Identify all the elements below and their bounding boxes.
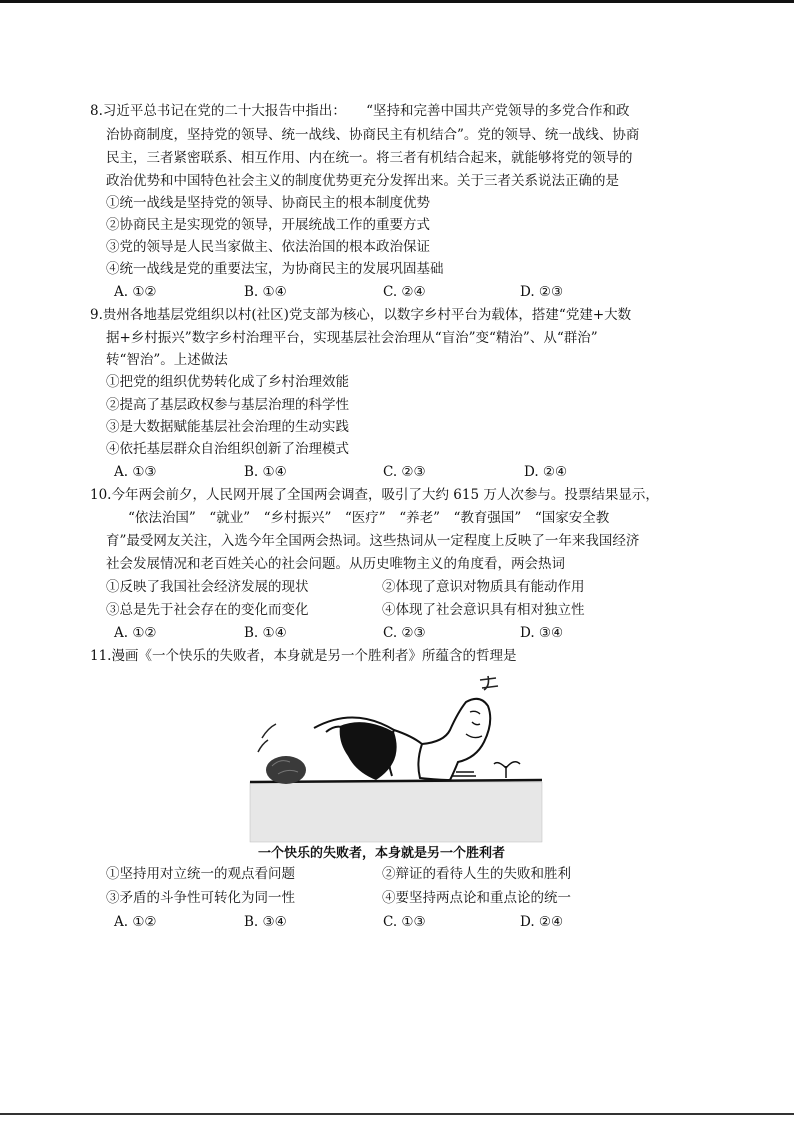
q10-choice-c: C. ②③: [383, 625, 426, 641]
q9-choice-c: C. ②③: [383, 464, 426, 480]
q8-item-4: ④统一战线是党的重要法宝，为协商民主的发展巩固基础: [106, 261, 444, 277]
q10-choice-a: A. ①②: [114, 625, 157, 641]
q8-choice-b: B. ①④: [244, 284, 287, 300]
q9-item-4: ④依托基层群众自治组织创新了治理模式: [106, 441, 349, 457]
q9-item-3: ③是大数据赋能基层社会治理的生动实践: [106, 419, 349, 435]
q9-item-1: ①把党的组织优势转化成了乡村治理效能: [106, 374, 349, 390]
q10-stem-line-1: 10.今年两会前夕，人民网开展了全国两会调查，吸引了大约 615 万人次参与。投票结果显示，: [90, 487, 659, 503]
q10-stem-line-2: “依法治国” “就业” “乡村振兴” “医疗” “养老” “教育强国” “国家安全教: [128, 510, 610, 526]
q10-item-1: ①反映了我国社会经济发展的现状: [106, 579, 309, 595]
top-border: [0, 0, 794, 3]
q10-item-4: ④体现了社会意识具有相对独立性: [382, 602, 585, 618]
q8-item-2: ②协商民主是实现党的领导，开展统战工作的重要方式: [106, 217, 430, 233]
q11-choice-a: A. ①②: [114, 914, 157, 930]
q9-stem-line-1: 9.贵州各地基层党组织以村(社区)党支部为核心，以数字乡村平台为载体，搭建“党建+大数: [90, 307, 632, 323]
q8-stem-line-1: 8.习近平总书记在党的二十大报告中指出： “坚持和完善中国共产党领导的多党合作和政: [90, 103, 630, 119]
q11-stem-line-1: 11.漫画《一个快乐的失败者，本身就是另一个胜利者》所蕴含的哲理是: [90, 648, 517, 664]
q8-stem-line-4: 政治优势和中国特色社会主义的制度优势更充分发挥出来。关于三者关系说法正确的是: [106, 173, 619, 189]
q8-choice-c: C. ②④: [383, 284, 426, 300]
q10-stem-line-3: 育”最受网友关注，入选今年全国两会热词。这些热词从一定程度上反映了一年来我国经济: [106, 533, 640, 549]
cartoon-happy-loser: [244, 672, 544, 862]
q8-choice-a: A. ①②: [114, 284, 157, 300]
q9-stem-line-3: 转“智治”。上述做法: [106, 352, 228, 368]
q10-item-3: ③总是先于社会存在的变化而变化: [106, 602, 309, 618]
q9-choice-b: B. ①④: [244, 464, 287, 480]
q8-item-3: ③党的领导是人民当家做主、依法治国的根本政治保证: [106, 239, 430, 255]
q8-choice-d: D. ②③: [520, 284, 564, 300]
q8-stem-line-3: 民主，三者紧密联系、相互作用、内在统一。将三者有机结合起来，就能够将党的领导的: [106, 150, 633, 166]
q11-item-1: ①坚持用对立统一的观点看问题: [106, 866, 295, 882]
q8-stem-line-2: 治协商制度，坚持党的领导、统一战线、协商民主有机结合”。党的领导、统一战线、协商: [106, 127, 640, 143]
q11-choice-d: D. ②④: [520, 914, 564, 930]
q11-item-3: ③矛盾的斗争性可转化为同一性: [106, 890, 295, 906]
q11-choice-b: B. ③④: [244, 914, 287, 930]
q9-choice-d: D. ②④: [524, 464, 568, 480]
q9-choice-a: A. ①③: [114, 464, 157, 480]
q9-item-2: ②提高了基层政权参与基层治理的科学性: [106, 397, 349, 413]
bottom-border: [0, 1113, 794, 1115]
q11-choice-c: C. ①③: [383, 914, 426, 930]
q11-item-4: ④要坚持两点论和重点论的统一: [382, 890, 571, 906]
q10-choice-b: B. ①④: [244, 625, 287, 641]
q10-item-2: ②体现了意识对物质具有能动作用: [382, 579, 585, 595]
cartoon-caption: 一个快乐的失败者，本身就是另一个胜利者: [258, 846, 506, 861]
q8-item-1: ①统一战线是坚持党的领导、协商民主的根本制度优势: [106, 195, 430, 211]
q10-choice-d: D. ③④: [520, 625, 564, 641]
q10-stem-line-4: 社会发展情况和老百姓关心的社会问题。从历史唯物主义的角度看，两会热词: [106, 556, 565, 572]
q11-item-2: ②辩证的看待人生的失败和胜利: [382, 866, 571, 882]
q9-stem-line-2: 据+乡村振兴”数字乡村治理平台，实现基层社会治理从“盲治”变“精治”、从“群治”: [106, 330, 598, 346]
